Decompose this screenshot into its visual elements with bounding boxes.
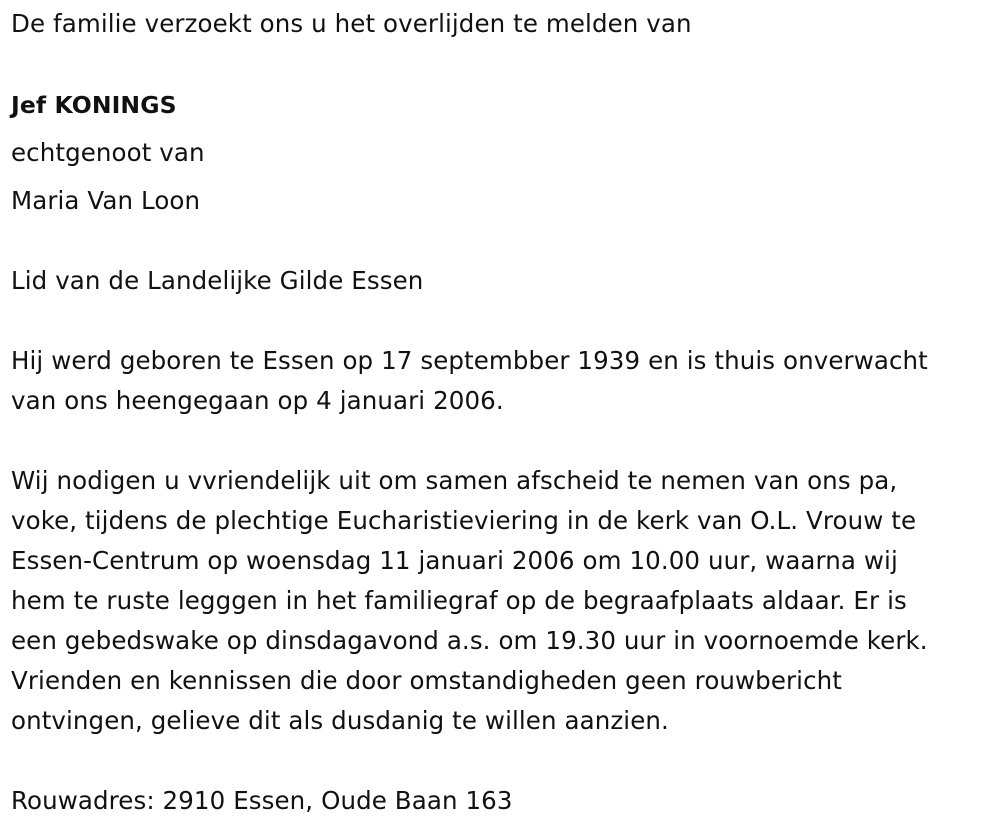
invitation-line-5: een gebedswake op dinsdagavond a.s. om 19.30 uur in voornoemde kerk. [11, 626, 928, 655]
deceased-name: Jef KONINGS [11, 91, 177, 119]
relation-text: echtgenoot van [11, 138, 205, 167]
birth-death-line-1: Hij werd geboren te Essen op 17 septembber 1939 en is thuis onverwacht [11, 346, 928, 375]
membership-text: Lid van de Landelijke Gilde Essen [11, 266, 424, 295]
invitation-line-6: Vrienden en kennissen die door omstandigheden geen rouwbericht [11, 666, 842, 695]
spouse-name: Maria Van Loon [11, 186, 201, 215]
address-text: Rouwadres: 2910 Essen, Oude Baan 163 [11, 786, 513, 815]
invitation-line-3: Essen-Centrum op woensdag 11 januari 2006 om 10.00 uur, waarna wij [11, 546, 898, 575]
birth-death-line-2: van ons heengegaan op 4 januari 2006. [11, 386, 504, 415]
intro-text: De familie verzoekt ons u het overlijden te melden van [11, 9, 692, 38]
invitation-line-2: voke, tijdens de plechtige Eucharistieviering in de kerk van O.L. Vrouw te [11, 506, 917, 535]
invitation-line-4: hem te ruste legggen in het familiegraf op de begraafplaats aldaar. Er is [11, 586, 907, 615]
invitation-line-1: Wij nodigen u vvriendelijk uit om samen afscheid te nemen van ons pa, [11, 466, 898, 495]
invitation-line-7: ontvingen, gelieve dit als dusdanig te willen aanzien. [11, 706, 669, 735]
